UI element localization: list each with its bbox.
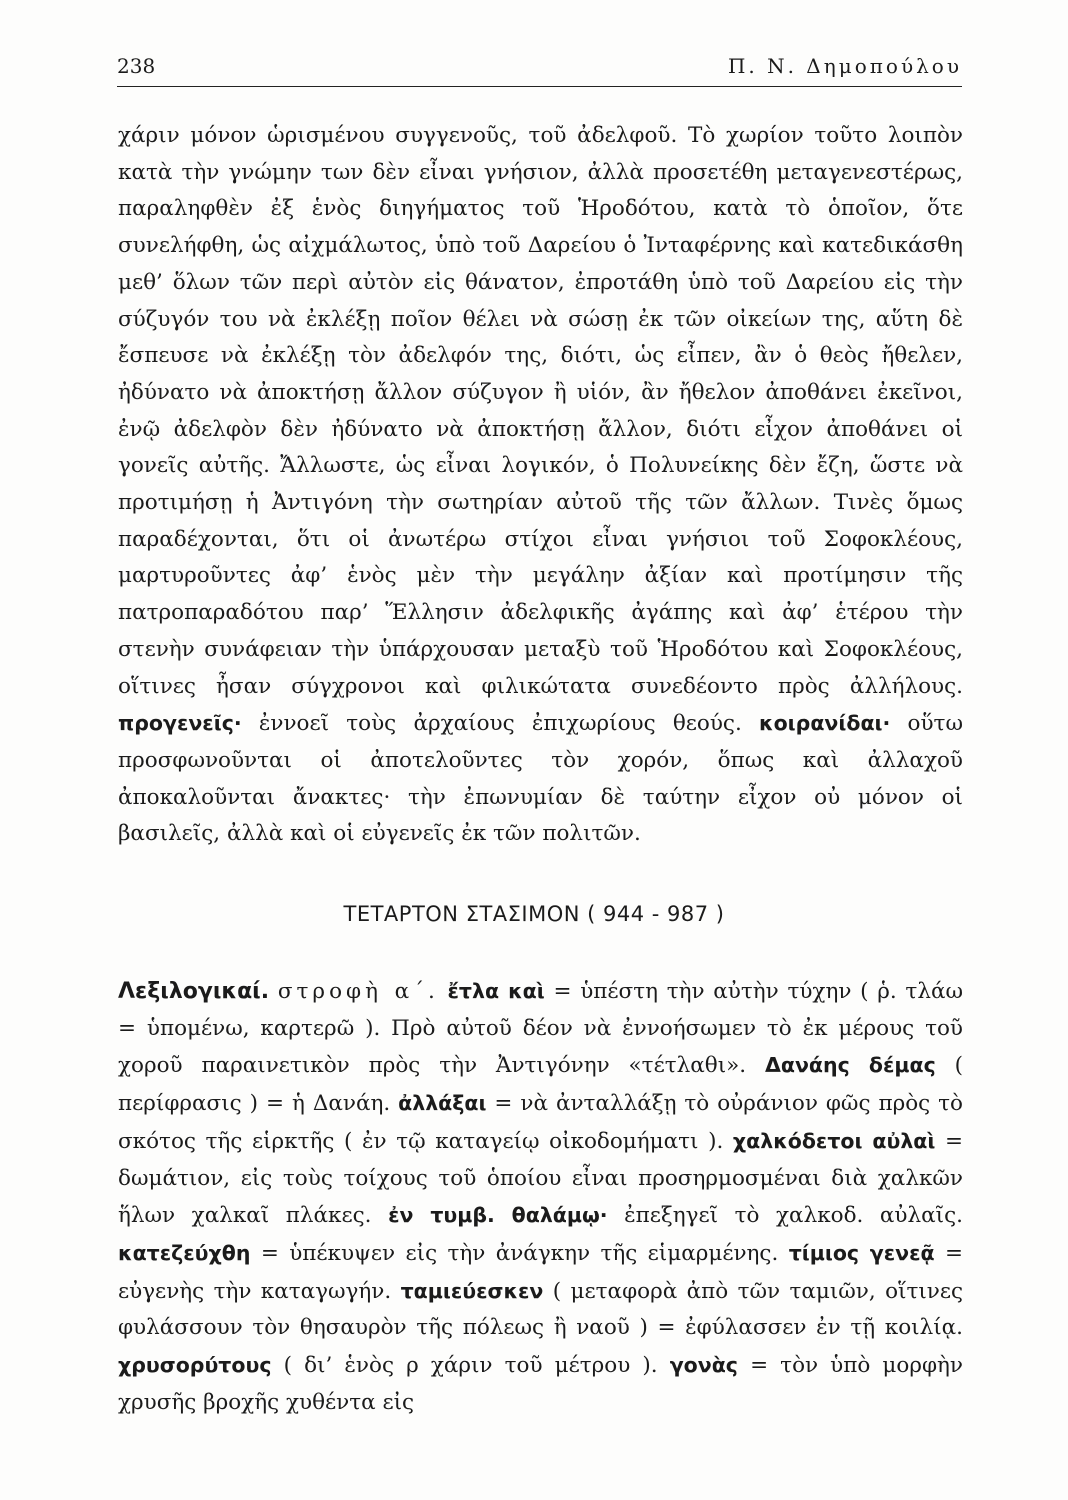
lemma-gonas: γονὰς [669, 1353, 738, 1378]
page-number: 238 [117, 54, 156, 78]
gloss-text-7: = εὐγενὴς τὴν καταγωγήν. [118, 1240, 963, 1304]
lemma-etla-kai: ἔτλα καὶ [447, 979, 545, 1003]
gloss-text-10: = τὸν ὑπὸ μορφὴν χρυσῆς βροχῆς χυθέντα εἰς [118, 1353, 963, 1415]
header-rule [117, 86, 962, 87]
gloss-text-3: = νὰ ἀνταλλάξῃ τὸ οὐράνιον φῶς πρὸς τὸ σκότος τῆς εἱρκτῆς ( ἐν τῷ καταγείῳ οἰκοδομήματι ). [118, 1091, 963, 1154]
lemma-koiranidai: κοιρανίδαι· [759, 711, 891, 736]
running-title: Π. Ν. Δημοπούλου [727, 54, 962, 78]
gloss-text-5: ἐπεξηγεῖ τὸ χαλκοδ. αὐλαῖς. [624, 1203, 963, 1229]
lemma-en-tymb-thalamo: ἐν τυμβ. θαλάμῳ· [388, 1203, 608, 1228]
gloss-text-4: = δωμάτιον, εἰς τοὺς τοίχους τοῦ ὁποίου εἶναι προσηρμοσμέναι διὰ χαλκῶν ἥλων χαλκαῖ πλάκες. [118, 1128, 963, 1229]
gloss-text-8: ( μεταφορὰ ἀπὸ τῶν ταμιῶν, οἵτινες φυλάσσουν τὸν θησαυρὸν τῆς πόλεως ἢ ναοῦ ) = ἐφύλασσεν ἐν τῇ κοιλίᾳ. [118, 1278, 964, 1341]
gloss-text-6: = ὑπέκυψεν εἰς τὴν ἀνάγκην τῆς εἱμαρμένης. [260, 1240, 779, 1266]
lemma-timios-genea: τίμιος γενεᾷ [788, 1240, 935, 1265]
section-heading: ΤΕΤΑΡΤΟΝ ΣΤΑΣΙΜΟΝ ( 944 - 987 ) [343, 902, 725, 926]
lemma-tamieueskon: ταμιεύεσκεν [400, 1278, 544, 1303]
gloss-text-9: ( δι’ ἑνὸς ρ χάριν τοῦ μέτρου ). [283, 1353, 658, 1379]
strophe-label: στροφὴ α΄. [277, 979, 439, 1004]
lemma-chalkodetoi-aulai: χαλκόδετοι αὐλαὶ [732, 1128, 936, 1153]
lemma-progeneis: προγενεῖς· [118, 711, 242, 736]
glossary-paragraph [118, 973, 963, 1421]
gloss-text-2: ( περίφρασις ) = ἡ Δανάη. [118, 1053, 963, 1117]
gloss-text-1: = ὑπέστη τὴν αὐτὴν τύχην ( ῥ. τλάω = ὑπομένω, καρτερῶ ). Πρὸ αὐτοῦ δέον νὰ ἐννοήσωμεν τὸ ἐκ μέρους τοῦ χοροῦ παραινετικὸν πρὸς τὴν Ἀντιγόνην «τέτλαθι». [118, 979, 963, 1079]
lemma-katezeuchthe: κατεζεύχθη [118, 1240, 251, 1265]
glossary-title: Λεξιλογικαί. [118, 979, 270, 1004]
paragraph-text-c: οὕτω προσφωνοῦνται οἱ ἀποτελοῦντες τὸν χορόν, ὅπως καὶ ἀλλαχοῦ ἀποκαλοῦνται ἄνακτες· τὴν ἐπωνυμίαν δὲ ταύτην εἶχον οὐ μόνον οἱ βασιλεῖς, ἀλλὰ καὶ οἱ εὐγενεῖς ἐκ τῶν πολιτῶν. [118, 711, 963, 847]
lemma-danaes-demas: Δανάης δέμας [765, 1053, 936, 1078]
commentary-paragraph [118, 118, 963, 853]
paragraph-text-b: ἐννοεῖ τοὺς ἀρχαίους ἐπιχωρίους θεούς. [258, 711, 742, 737]
running-head [117, 54, 962, 84]
lemma-chrysorytous: χρυσορύτους [118, 1353, 272, 1378]
paragraph-text [118, 118, 963, 853]
lemma-allaxai: ἀλλάξαι [398, 1091, 487, 1116]
paragraph-text-a: χάριν μόνον ὡρισμένου συγγενοῦς, τοῦ ἀδελφοῦ. Τὸ χωρίον τοῦτο λοιπὸν κατὰ τὴν γνώμην των δὲν εἶναι γνήσιον, ἀλλὰ προσετέθη μεταγενεστέρως, παραληφθὲν ἐξ ἑνὸς διηγήματος τοῦ Ἡροδότου, κατὰ τὸ ὁποῖον, ὅτε συνελήφθη, ὡς αἰχμάλωτος, ὑπὸ τοῦ Δαρείου ὁ Ἰνταφέρνης καὶ κατεδικάσθη μεθ’ ὅλων τῶν περὶ αὐτὸν εἰς θάνατον, ἐπροτάθη ὑπὸ τοῦ Δαρείου εἰς τὴν σύζυγόν του νὰ ἐκλέξῃ ποῖον θέλει νὰ σώσῃ ἐκ τῶν οἰκείων της, αὕτη δὲ ἔσπευσε νὰ ἐκλέξῃ τὸν ἀδελφόν της, διότι, ὡς εἶπεν, ἂν ὁ θεὸς ἤθελεν, ἠδύνατο νὰ ἀποκτήσῃ ἄλλον σύζυγον ἢ υἱόν, ἂν ἤθελον ἀποθάνει ἐκεῖνοι, ἐνῷ ἀδελφὸν δὲν ἠδύνατο νὰ ἀποκτήσῃ ἄλλον, διότι εἶχον ἀποθάνει οἱ γονεῖς αὐτῆς. Ἄλλωστε, ὡς εἶναι λογικόν, ὁ Πολυνείκης δὲν ἔζη, ὥστε νὰ προτιμήσῃ ἡ Ἀντιγόνη τὴν σωτηρίαν αὐτοῦ τῆς τῶν ἄλλων. Τινὲς ὅμως παραδέχονται, ὅτι οἱ ἀνωτέρω στίχοι εἶναι γνήσιοι τοῦ Σοφοκλέους, μαρτυροῦντες ἀφ’ ἑνὸς μὲν τὴν μεγάλην ἀξίαν καὶ προτίμησιν τῆς πατροπαραδότου παρ’ Ἕλλησιν ἀδελφικῆς ἀγάπης καὶ ἀφ’ ἑτέρου τὴν στενὴν συνάφειαν τὴν ὑπάρχουσαν μεταξὺ τοῦ Ἡροδότου καὶ Σοφοκλέους, οἵτινες ἦσαν σύγχρονοι καὶ φιλικώτατα συνεδέοντο πρὸς ἀλλήλους. [118, 123, 963, 699]
